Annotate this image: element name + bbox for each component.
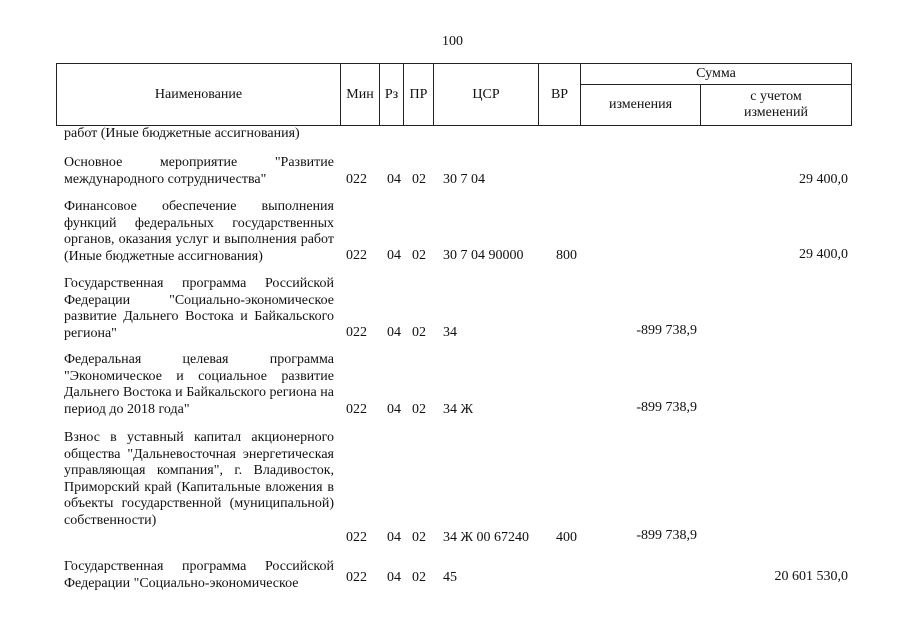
row-csr: 34 Ж [443, 402, 474, 417]
row-rz: 04 [387, 570, 401, 585]
row-csr: 34 [443, 325, 457, 340]
row-pr: 02 [412, 402, 426, 417]
row-rz: 04 [387, 172, 401, 187]
row-min: 022 [346, 248, 367, 263]
row-name: Взнос в уставный капитал акционерного общества "Дальневосточная энергетическая управляющая компания", г. Владивосток, Приморский край (Капитальные вложения в объекты государственной (муниципальной) собственности) [64, 430, 334, 528]
row-pr: 02 [412, 530, 426, 545]
row-csr: 30 7 04 [443, 172, 485, 187]
row-csr: 34 Ж 00 67240 [443, 530, 530, 545]
header-name: Наименование [57, 64, 341, 125]
row-total: 29 400,0 [799, 247, 848, 262]
row-pr: 02 [412, 172, 426, 187]
row-name: Государственная программа Российской Федерации "Социально-экономическое [64, 559, 334, 591]
row-rz: 04 [387, 248, 401, 263]
row-total: 20 601 530,0 [774, 569, 848, 584]
row-min: 022 [346, 172, 367, 187]
page-number: 100 [442, 34, 463, 49]
row-pr: 02 [412, 325, 426, 340]
row-name: Основное мероприятие "Развитие международного сотрудничества" [64, 155, 334, 187]
row-csr: 30 7 04 90000 [443, 248, 524, 263]
header-changes: изменения [581, 85, 701, 125]
row-name: Финансовое обеспечение выполнения функций федеральных государственных органов, оказания услуг и выполнения работ (Иные бюджетные ассигнования) [64, 199, 334, 264]
row-csr: 45 [443, 570, 457, 585]
row-name: работ (Иные бюджетные ассигнования) [64, 126, 300, 141]
header-sum: Сумма [581, 64, 851, 85]
row-min: 022 [346, 325, 367, 340]
row-min: 022 [346, 530, 367, 545]
row-name: Государственная программа Российской Федерации "Социально-экономическое развитие Дальнего Востока и Байкальского региона" [64, 276, 334, 341]
row-name: Федеральная целевая программа "Экономическое и социальное развитие Дальнего Востока и Байкальского региона на период до 2018 года" [64, 352, 334, 417]
header-csr: ЦСР [434, 64, 539, 125]
row-min: 022 [346, 402, 367, 417]
header-with-changes: с учетом изменений [743, 89, 809, 120]
row-vr: 800 [556, 248, 577, 263]
row-rz: 04 [387, 530, 401, 545]
row-pr: 02 [412, 248, 426, 263]
row-total: 29 400,0 [799, 172, 848, 187]
row-rz: 04 [387, 402, 401, 417]
row-pr: 02 [412, 570, 426, 585]
header-rz: Рз [380, 64, 404, 125]
row-changes: -899 738,9 [636, 323, 697, 338]
row-changes: -899 738,9 [636, 400, 697, 415]
row-changes: -899 738,9 [636, 528, 697, 543]
header-pr: ПР [404, 64, 434, 125]
row-rz: 04 [387, 325, 401, 340]
row-min: 022 [346, 570, 367, 585]
header-min: Мин [341, 64, 380, 125]
header-vr: ВР [539, 64, 581, 125]
row-vr: 400 [556, 530, 577, 545]
